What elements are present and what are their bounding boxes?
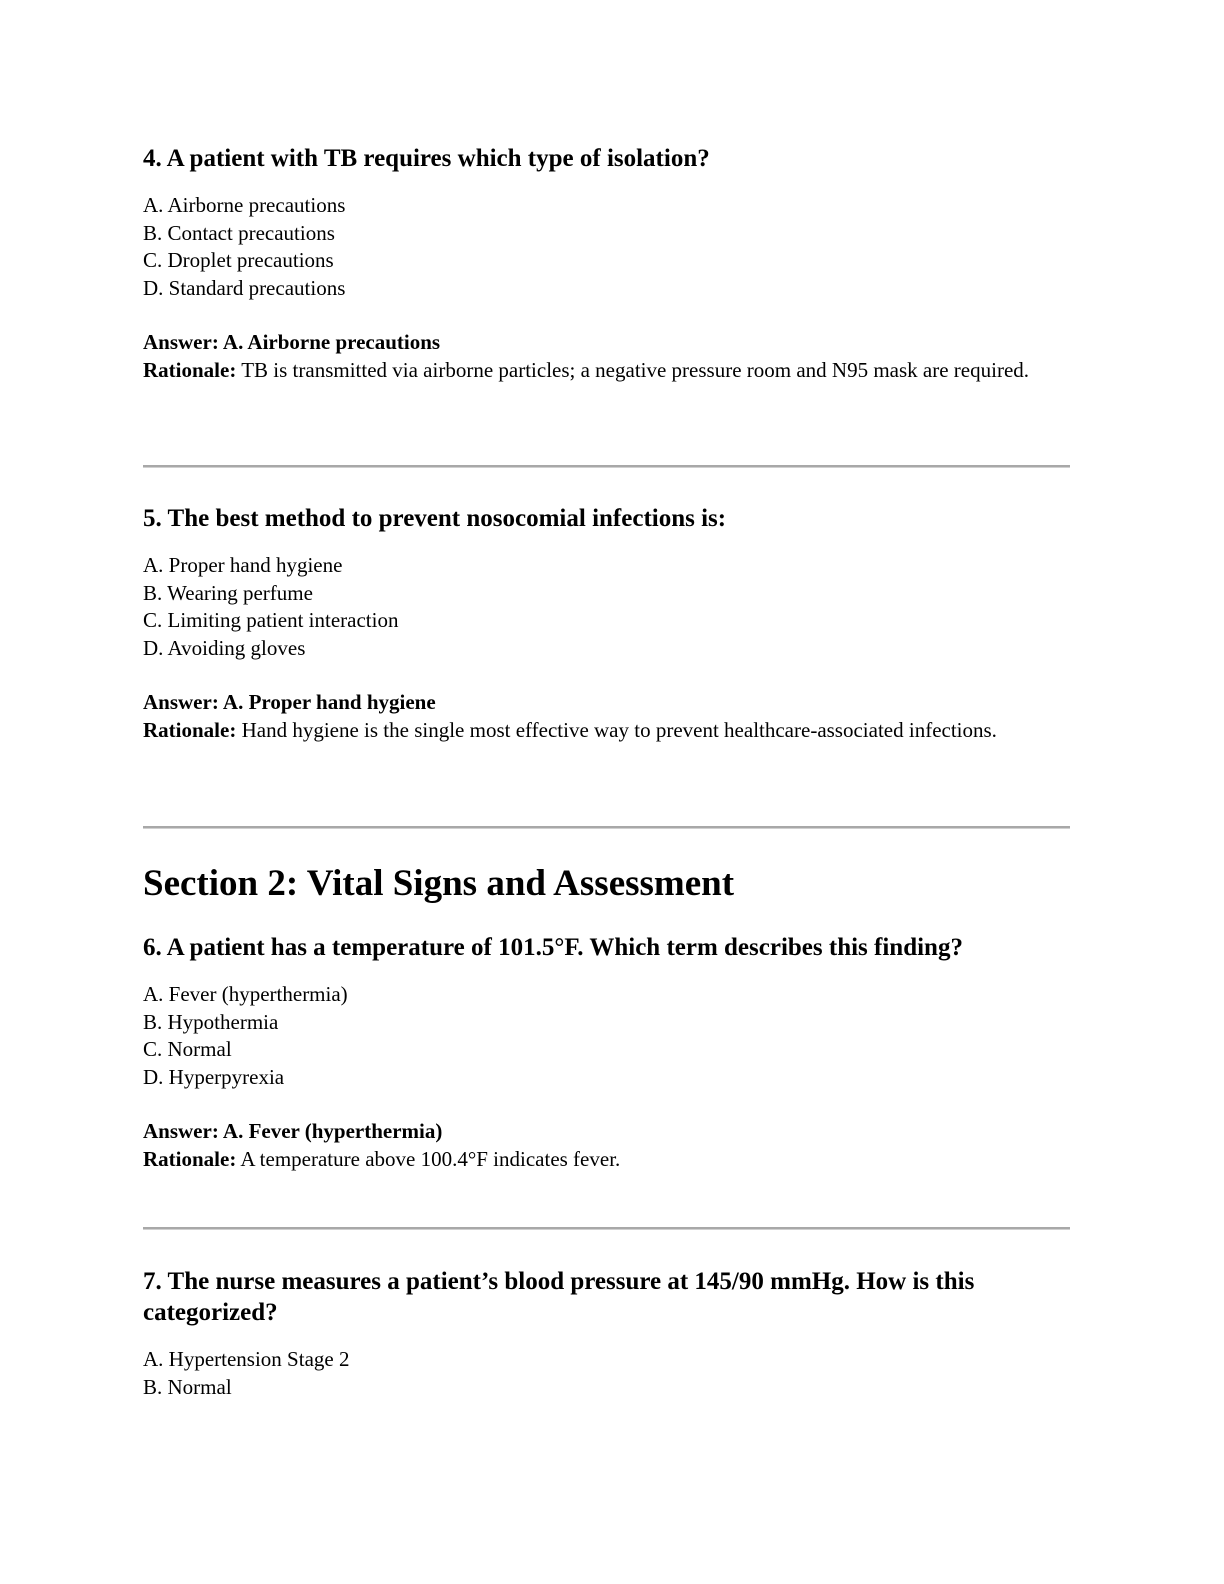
- answer-block: [143, 329, 1070, 384]
- question-title: 7. The nurse measures a patient’s blood pressure at 145/90 mmHg. How is this categorized?: [143, 1268, 975, 1326]
- option-b: B. Hypothermia: [143, 1009, 279, 1034]
- option-b: B. Contact precautions: [143, 220, 335, 245]
- options-list: [143, 1346, 1070, 1401]
- option-a: A. Hypertension Stage 2: [143, 1347, 350, 1371]
- answer-block: [143, 689, 1070, 744]
- rationale-label: Rationale:: [143, 717, 237, 742]
- option-c: C. Droplet precautions: [143, 248, 334, 272]
- rationale: [143, 1146, 1070, 1174]
- question-4: [143, 143, 1070, 384]
- question-title: 5. The best method to prevent nosocomial infections is:: [143, 505, 727, 532]
- option-b: B. Normal: [143, 1374, 232, 1399]
- divider: [143, 465, 1070, 468]
- rationale-text: TB is transmitted via airborne particles; a negative pressure room and N95 mask are required.: [236, 357, 1030, 382]
- option-a: A. Airborne precautions: [143, 193, 346, 217]
- option-a: A. Fever (hyperthermia): [143, 982, 348, 1006]
- divider: [143, 1227, 1070, 1230]
- option-a: A. Proper hand hygiene: [143, 553, 343, 577]
- rationale-text: Hand hygiene is the single most effective way to prevent healthcare-associated infections.: [236, 717, 997, 742]
- answer: Answer: A. Fever (hyperthermia): [143, 1119, 443, 1143]
- options-list: [143, 552, 1070, 662]
- question-title: 6. A patient has a temperature of 101.5°F. Which term describes this finding?: [143, 934, 963, 961]
- option-d: D. Standard precautions: [143, 275, 346, 300]
- option-c: C. Limiting patient interaction: [143, 608, 399, 632]
- rationale-text: A temperature above 100.4°F indicates fever.: [236, 1146, 621, 1171]
- question-5: [143, 503, 1070, 744]
- rationale-label: Rationale:: [143, 1146, 237, 1171]
- rationale-label: Rationale:: [143, 357, 237, 382]
- question-7: [143, 1266, 1070, 1401]
- option-d: D. Hyperpyrexia: [143, 1064, 285, 1089]
- answer-block: [143, 1118, 1070, 1173]
- divider: [143, 826, 1070, 829]
- options-list: [143, 192, 1070, 302]
- question-6: [143, 932, 1070, 1173]
- section-heading: Section 2: Vital Signs and Assessment: [143, 863, 735, 904]
- option-b: B. Wearing perfume: [143, 580, 313, 605]
- question-title: 4. A patient with TB requires which type of isolation?: [143, 145, 710, 172]
- option-c: C. Normal: [143, 1037, 232, 1061]
- options-list: [143, 981, 1070, 1091]
- answer: Answer: A. Airborne precautions: [143, 330, 441, 354]
- rationale: [143, 357, 1070, 385]
- option-d: D. Avoiding gloves: [143, 635, 306, 660]
- answer: Answer: A. Proper hand hygiene: [143, 690, 436, 714]
- rationale: [143, 717, 1070, 745]
